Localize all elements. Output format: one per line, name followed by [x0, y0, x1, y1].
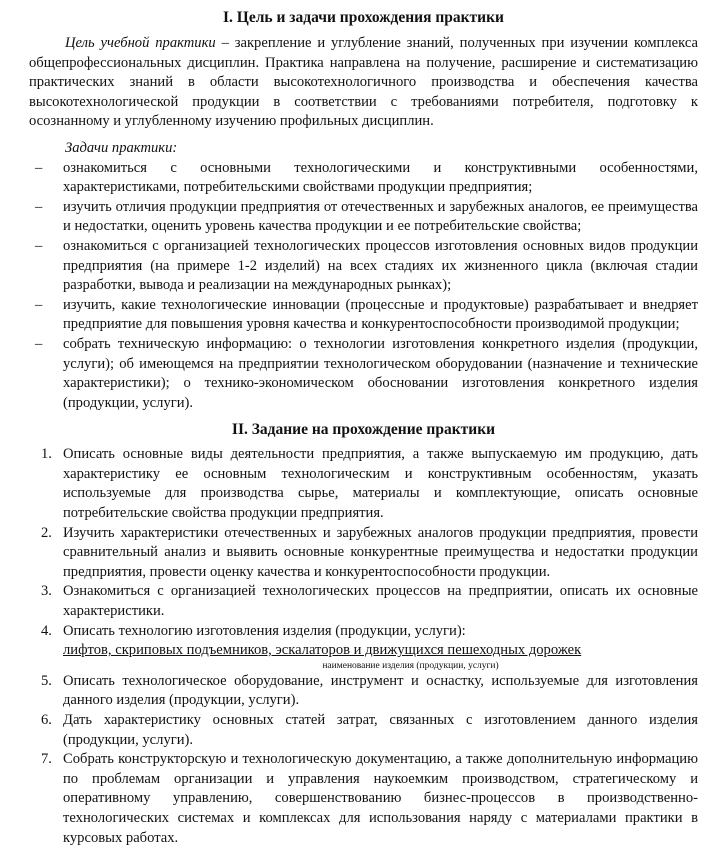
task-item — [29, 198, 698, 237]
goal-text: – закрепление и углубление знаний, полученных при изучении комплекса общепрофессиональных дисциплин. Практика направлена на получение, расширение и систематизацию практических знаний в области высокотехнологичного производства и обеспечения качества высокотехнологической продукции в соответствии с требованиями потребителя, подготовку к осознанному и углубленному изучению профильных дисциплин. — [29, 35, 698, 130]
dash-bullet-icon: – — [35, 296, 43, 313]
assignment-item — [29, 582, 698, 621]
task-text: ознакомиться с основными технологическими и конструктивными особенностями, характеристиками, потребительскими свойствами продукции предприятия; — [63, 159, 698, 196]
item-text: Ознакомиться с организацией технологических процессов на предприятии, описать их основные характеристики. — [63, 583, 698, 620]
assignment-item — [29, 524, 698, 583]
product-name-caption: наименование изделия (продукции, услуги) — [322, 660, 499, 671]
item-text: Собрать конструкторскую и технологическую документацию, а также дополнительную информацию по проблемам организации и управления наукоемким производством, стратегическому и оперативному управлению, совершенствованию бизнес-процессов в производственно-технологических системах и комплексах для использования наряду с материалами практики в курсовых работах. — [63, 751, 698, 846]
item-text: Изучить характеристики отечественных и зарубежных аналогов продукции предприятия, провести сравнительный анализ и выявить основные конкурентные преимущества и недостатки продукции предприятия, провести оценку качества и конкурентоспособности продукции. — [63, 524, 698, 580]
item-text: Описать технологическое оборудование, инструмент и оснастку, используемые для изготовления данного изделия (продукции, услуги). — [63, 672, 698, 709]
task-item — [29, 335, 698, 413]
dash-bullet-icon: – — [35, 198, 43, 215]
task-text: собрать техническую информацию: о технологии изготовления конкретного изделия (продукции, услуги); об имеющемся на предприятии технологическом оборудовании (назначение и технические характеристики); о технико-экономическом обосновании изготовления конкретного изделия (продукции, услуги). — [63, 335, 698, 411]
goal-label: Цель учебной практики — [65, 35, 216, 51]
dash-bullet-icon: – — [35, 159, 43, 176]
item-number: 2. — [41, 524, 52, 541]
task-text: изучить отличия продукции предприятия от отечественных и зарубежных аналогов, ее преимущества и недостатки, оценить уровень качества продукции и ее потребительские свойства; — [63, 198, 698, 235]
section-1-title: I. Цель и задачи прохождения практики — [223, 9, 504, 26]
item-text: Описать основные виды деятельности предприятия, а также выпускаемую им продукцию, дать характеристику ее основным технологическим и конструктивным особенностям, указать используемые для производства сырье, материалы и комплектующие, описать основные потребительские свойства продукции предприятия. — [63, 446, 698, 522]
goal-paragraph — [29, 34, 698, 132]
tasks-label: Задачи практики: — [65, 139, 178, 156]
assignment-list — [29, 445, 698, 848]
item-number: 4. — [41, 622, 52, 639]
assignment-item — [29, 750, 698, 848]
task-text: изучить, какие технологические инновации (процессные и продуктовые) разрабатывает и внедряет предприятие для повышения уровня качества и конкурентоспособности производимой продукции; — [63, 296, 698, 333]
tasks-list — [29, 159, 698, 414]
item-number: 5. — [41, 672, 52, 689]
section-2-title: II. Задание на прохождение практики — [231, 421, 496, 439]
item-text: Дать характеристику основных статей затрат, связанных с изготовлением данного изделия (продукции, услуги). — [63, 712, 698, 748]
task-text: ознакомиться с организацией технологических процессов изготовления основных видов продукции предприятия (на примере 1-2 изделий) на всех стадиях их жизненного цикла (включая стадии разработки, вывода и реализации на международных рынках); — [63, 237, 698, 294]
item-number: 6. — [41, 712, 52, 728]
dash-bullet-icon: – — [35, 237, 43, 254]
assignment-item — [29, 445, 698, 523]
task-item — [29, 159, 698, 198]
assignment-item — [29, 711, 698, 750]
item-number: 3. — [41, 583, 52, 600]
item-text: Описать технологию изготовления изделия (продукции, услуги): — [63, 622, 466, 639]
item-number: 1. — [41, 446, 52, 463]
dash-bullet-icon: – — [35, 335, 43, 352]
item-number: 7. — [41, 751, 52, 768]
task-item — [29, 296, 698, 335]
product-name-field: лифтов, скриповых подъемников, эскалаторов и движущихся пешеходных дорожек — [63, 642, 582, 659]
task-item — [29, 237, 698, 296]
assignment-item — [29, 672, 698, 711]
assignment-item — [29, 622, 698, 672]
